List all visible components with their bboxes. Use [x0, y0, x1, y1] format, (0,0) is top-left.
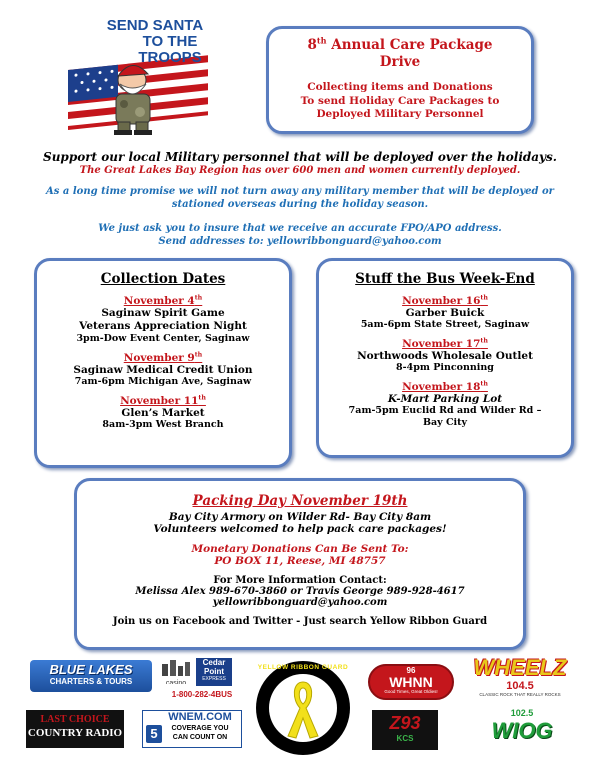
- logo-text-line3: TROOPS: [138, 49, 202, 66]
- bus-phone: 1-800-282-4BUS: [171, 690, 233, 699]
- channel-5-icon: 5: [146, 725, 162, 743]
- collection-date: November 11th: [120, 394, 206, 407]
- z93-text: Z93: [389, 713, 421, 733]
- bus-detail: 7am-5pm Euclid Rd and Wilder Rd – Bay City: [348, 405, 542, 428]
- cedar-text: Cedar: [202, 658, 226, 667]
- social-line: Join us on Facebook and Twitter - Just search Yellow Ribbon Guard: [112, 616, 488, 627]
- info-heading: For More Information Contact:: [213, 575, 387, 586]
- send-santa-logo: [60, 18, 220, 136]
- intro-headline: Support our local Military personnel that will be deployed over the holidays.: [43, 150, 557, 164]
- collection-item: [37, 352, 289, 387]
- wiog-text: WIOG: [491, 718, 553, 743]
- blue-lakes-logo: [30, 660, 152, 692]
- intro-red-line: The Great Lakes Bay Region has over 600 men and women currently deployed.: [79, 165, 521, 176]
- casino-logo: [160, 658, 192, 684]
- logo-text-line1: SEND SANTA: [106, 17, 204, 34]
- packing-heading: Packing Day November 19th: [192, 493, 408, 509]
- bus-item: [319, 295, 571, 330]
- cedar-point-logo: [196, 658, 232, 686]
- bus-item: [319, 338, 571, 373]
- collection-venue: Glen’s Market: [121, 407, 205, 419]
- whnn-logo: [368, 664, 454, 700]
- bus-venue: Northwoods Wholesale Outlet: [357, 350, 533, 362]
- yrg-text: YELLOW RIBBON GUARD: [257, 664, 349, 671]
- wnem-tagline-1: COVERAGE YOU: [171, 725, 229, 732]
- collection-detail: 7am-6pm Michigan Ave, Saginaw: [74, 376, 252, 387]
- z93-logo: [372, 710, 438, 750]
- collection-item: [37, 295, 289, 344]
- wnem-text: WNEM.COM: [168, 711, 232, 723]
- bus-date: November 16th: [402, 294, 488, 307]
- logo-text-line2: TO THE: [142, 33, 198, 50]
- bus-detail: 5am-6pm State Street, Saginaw: [360, 319, 530, 330]
- packing-day-box: [74, 478, 526, 650]
- yellow-ribbon-guard-logo: [254, 652, 352, 764]
- wheelz-tagline: CLASSIC ROCK THAT REALLY ROCKS: [479, 692, 561, 697]
- casino-text: casino: [165, 680, 187, 684]
- collection-venue: Saginaw Spirit Game Veterans Appreciation Night: [79, 307, 247, 332]
- last-choice-text: LAST CHOICE: [40, 714, 110, 725]
- donations-address: PO BOX 11, Reese, MI 48757: [214, 555, 386, 567]
- donations-heading: Monetary Donations Can Be Sent To:: [191, 543, 409, 555]
- collection-date: November 4th: [123, 294, 203, 307]
- collection-detail: 8am-3pm West Branch: [102, 419, 224, 430]
- collection-item: [37, 395, 289, 430]
- express-text: EXPRESS: [202, 676, 226, 682]
- collection-heading: Collection Dates: [100, 271, 226, 287]
- blue-lakes-text: BLUE LAKES: [49, 662, 133, 677]
- kcs-text: KCS: [396, 734, 414, 743]
- info-contacts: Melissa Alex 989-670-3860 or Travis George 989-928-4617: [135, 586, 465, 597]
- collection-venue: Saginaw Medical Credit Union: [73, 364, 253, 376]
- last-choice-logo: [26, 710, 124, 748]
- intro-promise: As a long time promise we will not turn away any military member that will be deployed or stationed overseas during the holiday season.: [46, 186, 554, 210]
- wheelz-frequency: 104.5: [506, 680, 534, 692]
- bus-date: November 17th: [402, 337, 488, 350]
- bus-date: November 18th: [402, 380, 488, 393]
- bus-detail: 8-4pm Pinconning: [396, 362, 494, 373]
- info-email: yellowribbonguard@yahoo.com: [212, 597, 388, 608]
- event-title: 8th Annual Care Package Drive: [269, 37, 531, 71]
- event-title-line2: Drive: [379, 54, 421, 70]
- wnem-logo: [142, 710, 242, 748]
- wnem-tagline-2: CAN COUNT ON: [172, 734, 228, 741]
- collection-detail: 3pm-Dow Event Center, Saginaw: [76, 333, 250, 344]
- bus-venue: K-Mart Parking Lot: [387, 393, 503, 405]
- bus-heading: Stuff the Bus Week-End: [355, 271, 535, 287]
- wiog-logo: [472, 708, 572, 752]
- blue-lakes-subtext: CHARTERS & TOURS: [49, 677, 133, 686]
- wheelz-logo: [468, 656, 572, 704]
- collection-date: November 9th: [123, 351, 203, 364]
- wiog-frequency: 102.5: [510, 708, 534, 718]
- intro-ask: We just ask you to insure that we receive an accurate FPO/APO address. Send addresses to: yellowribbonguard@yahoo.com: [98, 223, 502, 247]
- bus-item: [319, 381, 571, 429]
- whnn-tagline: Good Times, Great Oldies!: [384, 689, 438, 694]
- whnn-number: 96: [406, 666, 416, 675]
- whnn-callsign: WHNN: [389, 674, 433, 690]
- country-radio-text: COUNTRY RADIO: [27, 727, 123, 739]
- title-box: [266, 26, 534, 134]
- packing-volunteers: Volunteers welcomed to help pack care packages!: [153, 523, 447, 535]
- wheelz-text: WHEELZ: [473, 656, 567, 680]
- packing-location: Bay City Armory on Wilder Rd- Bay City 8am: [168, 511, 432, 523]
- collection-dates-box: [34, 258, 292, 468]
- point-text: Point: [204, 667, 224, 676]
- bus-venue: Garber Buick: [405, 307, 485, 319]
- event-subtitle: Collecting items and Donations To send Holiday Care Packages to Deployed Military Personnel: [300, 81, 500, 120]
- stuff-the-bus-box: [316, 258, 574, 458]
